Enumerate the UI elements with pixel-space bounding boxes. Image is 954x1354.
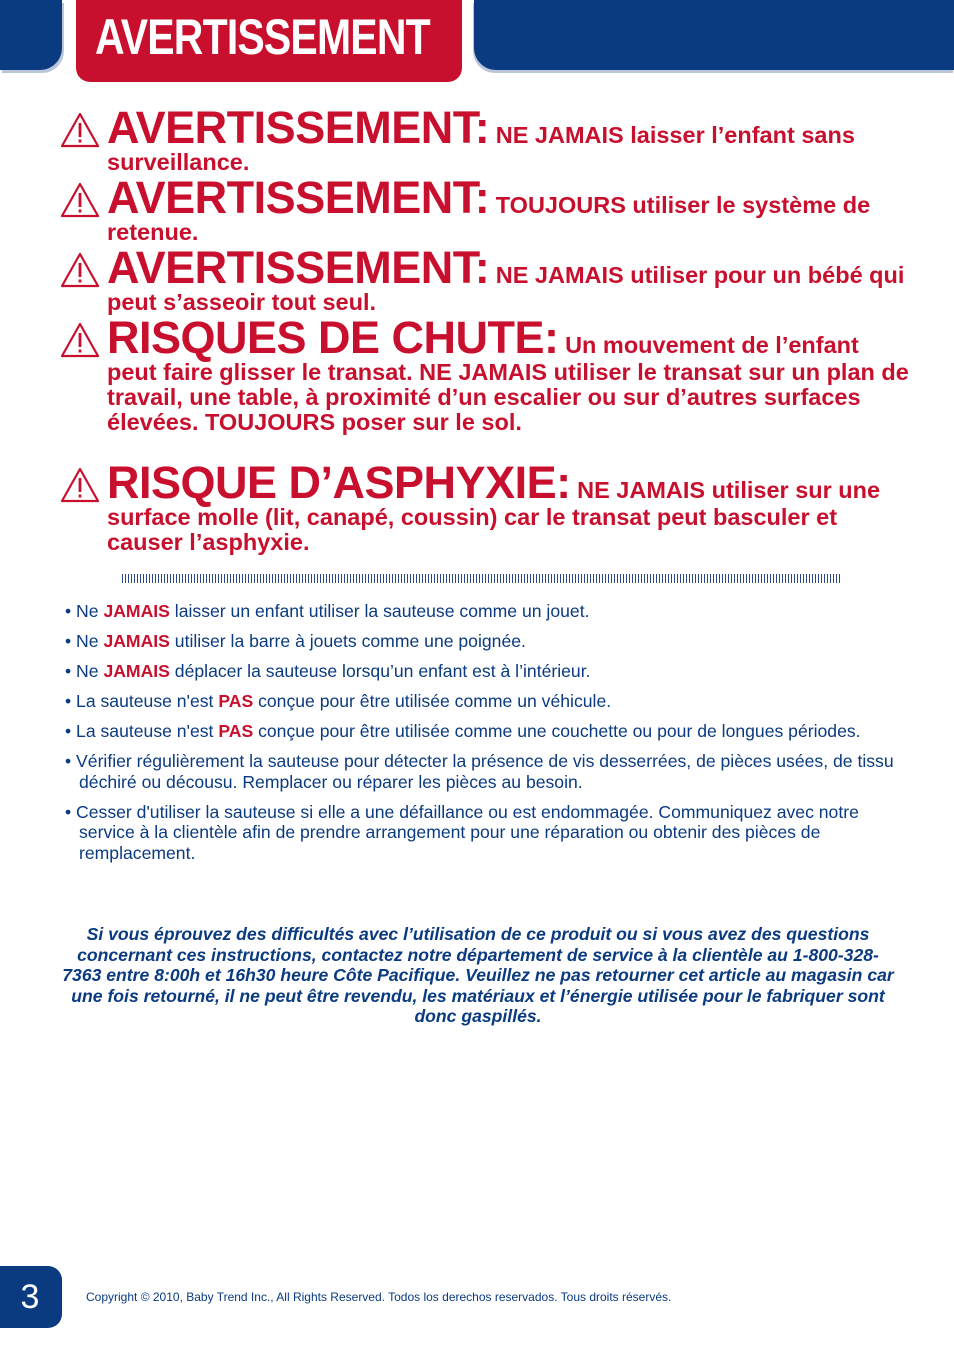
customer-service-notice: Si vous éprouvez des difficultés avec l’utilisation de ce produit ou si vous avez des questions concernant ces instructions, contactez notre département de service à la clientèle au 1-800-328-7363 entre 8:00h et 16h30 heure Côte Pacifique. Veuillez ne pas retourner cet article au magasin car une fois retourné, il ne peut être revendu, les matériaux et l’énergie utilisée pour le fabriquer sont donc gaspillés. [62,924,894,1026]
safety-bullets [61,601,901,873]
list-item: • La sauteuse n'est PAS conçue pour être utilisée comme un véhicule. [65,691,612,711]
warning-lead: AVERTISSEMENT: [107,172,490,223]
header-bar-left [0,0,62,70]
warning-triangle-icon [60,322,100,358]
warning-item [60,102,910,176]
warning-triangle-icon [60,182,100,218]
warning-item [60,457,910,555]
list-item: • Ne JAMAIS déplacer la sauteuse lorsqu’un enfant est à l’intérieur. [65,661,591,681]
copyright-text: Copyright © 2010, Baby Trend Inc., All Rights Reserved. Todos los derechos reservados. Tous droits réservés. [86,1290,672,1304]
warning-triangle-icon [60,467,100,503]
warning-lead: RISQUE D’ASPHYXIE: [107,457,571,508]
warning-lead: RISQUES DE CHUTE: [107,312,559,363]
warning-text: TOUJOURS utiliser le système de retenue. [107,192,871,245]
warning-text: NE JAMAIS laisser l’enfant sans surveillance. [107,122,855,175]
warning-lead: AVERTISSEMENT: [107,242,490,293]
warning-lead: AVERTISSEMENT: [107,102,490,153]
page-number: 3 [20,1278,40,1316]
warning-text: NE JAMAIS utiliser pour un bébé qui peut s’asseoir tout seul. [107,262,905,315]
warning-item [60,312,910,461]
warning-triangle-icon [60,112,100,148]
warnings-list [60,102,910,555]
warning-text: NE JAMAIS utiliser sur une surface molle (lit, canapé, coussin) car le transat peut basculer et causer l’asphyxie. [107,477,881,555]
list-item: • Ne JAMAIS laisser un enfant utiliser la sauteuse comme un jouet. [65,601,590,621]
page-title: AVERTISSEMENT [95,9,430,65]
list-item: • Vérifier régulièrement la sauteuse pour détecter la présence de vis desserrées, de pièces usées, de tissu déchiré ou décousu. Remplacer ou réparer les pièces au besoin. [65,751,894,792]
list-item: • Ne JAMAIS utiliser la barre à jouets comme une poignée. [65,631,526,651]
warning-triangle-icon [60,252,100,288]
warning-item [60,172,910,246]
warning-item [60,242,910,316]
list-item: • Cesser d'utiliser la sauteuse si elle a une défaillance ou est endommagée. Communiquez avec notre service à la clientèle afin de prendre arrangement pour une réparation ou obtenir des pièces de remplacement. [65,801,859,863]
list-item: • La sauteuse n'est PAS conçue pour être utilisée comme une couchette ou pour de longues périodes. [65,721,861,741]
header-bar-right [474,0,954,70]
divider [122,574,840,583]
warning-text: Un mouvement de l’enfant peut faire glisser le transat. NE JAMAIS utiliser le transat sur un plan de travail, une table, à proximité d’un escalier ou sur d’autres surfaces élevées. TOUJOURS poser sur le sol. [107,332,909,435]
